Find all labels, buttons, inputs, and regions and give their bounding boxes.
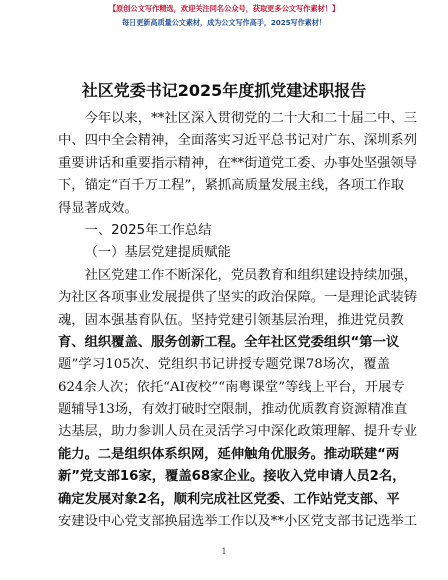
document-body [58, 108, 418, 533]
promo-banner-line-1: 【原创公文写作精选，欢迎关注同名公众号，获取更多公文写作素材！】 [108, 4, 340, 13]
promo-banner-line-2: 每日更新高质量公文素材，成为公文写作高手，2025写作素材！ [122, 18, 326, 27]
paragraph-line: 今年以来，**社区深入贯彻党的二十大和二十届二中、三 [84, 111, 418, 126]
paragraph-line: 育、组织覆盖、服务创新工程。全年社区党委组织“第一议 [58, 334, 400, 350]
subsection-heading: （一）基层党建提质赋能 [84, 245, 231, 261]
paragraph-line: 安建设中心党支部换届选举工作以及**小区党支部书记选举工 [58, 514, 418, 530]
section-heading: 一、2025年工作总结 [84, 222, 212, 238]
paragraph-line: 能力。二是组织体系织网，延伸触角优服务。推动联建“两 [58, 446, 400, 462]
paragraph-line: 达基层，助力参训人员在灵活学习中深化政策理解、提升专业 [58, 424, 418, 440]
paragraph-line: 中、四中全会精神，全面落实习近平总书记对广东、深圳系列 [58, 133, 418, 149]
paragraph-line: 确定发展对象2名，顺利完成社区党委、工作站党支部、平 [58, 491, 400, 507]
page-number: 1 [221, 547, 227, 556]
paragraph-line: 题辅导13场，有效打破时空限制，推动优质教育资源精准直 [58, 402, 408, 418]
document-title: 社区党委书记2025年度抓党建述职报告 [81, 81, 367, 100]
paragraph-line: 新”党支部16家，覆盖68家企业。接收入党申请人员2名， [58, 469, 406, 485]
paragraph-line: 社区党建工作不断深化，党员教育和组织建设持续加强， [84, 267, 418, 283]
paragraph-line: 重要讲话和重要指示精神，在**街道党工委、办事处坚强领导 [58, 155, 418, 171]
paragraph-line: 得显著成效。 [58, 200, 138, 216]
paragraph-line: 题”学习105次、党组织书记讲授专题党课78场次，覆盖 [58, 357, 390, 373]
paragraph-line: 下，锚定“百千万工程”，紧抓高质量发展主线，各项工作取 [58, 178, 405, 194]
paragraph-line: 魂，固本强基育队伍。坚持党建引领基层治理，推进党员教 [58, 312, 404, 328]
paragraph-line: 为社区各项事业发展提供了坚实的政治保障。一是理论武装铸 [58, 290, 418, 306]
paragraph-line: 624余人次；依托“AI夜校”“南粤课堂”等线上平台，开展专 [58, 379, 405, 395]
